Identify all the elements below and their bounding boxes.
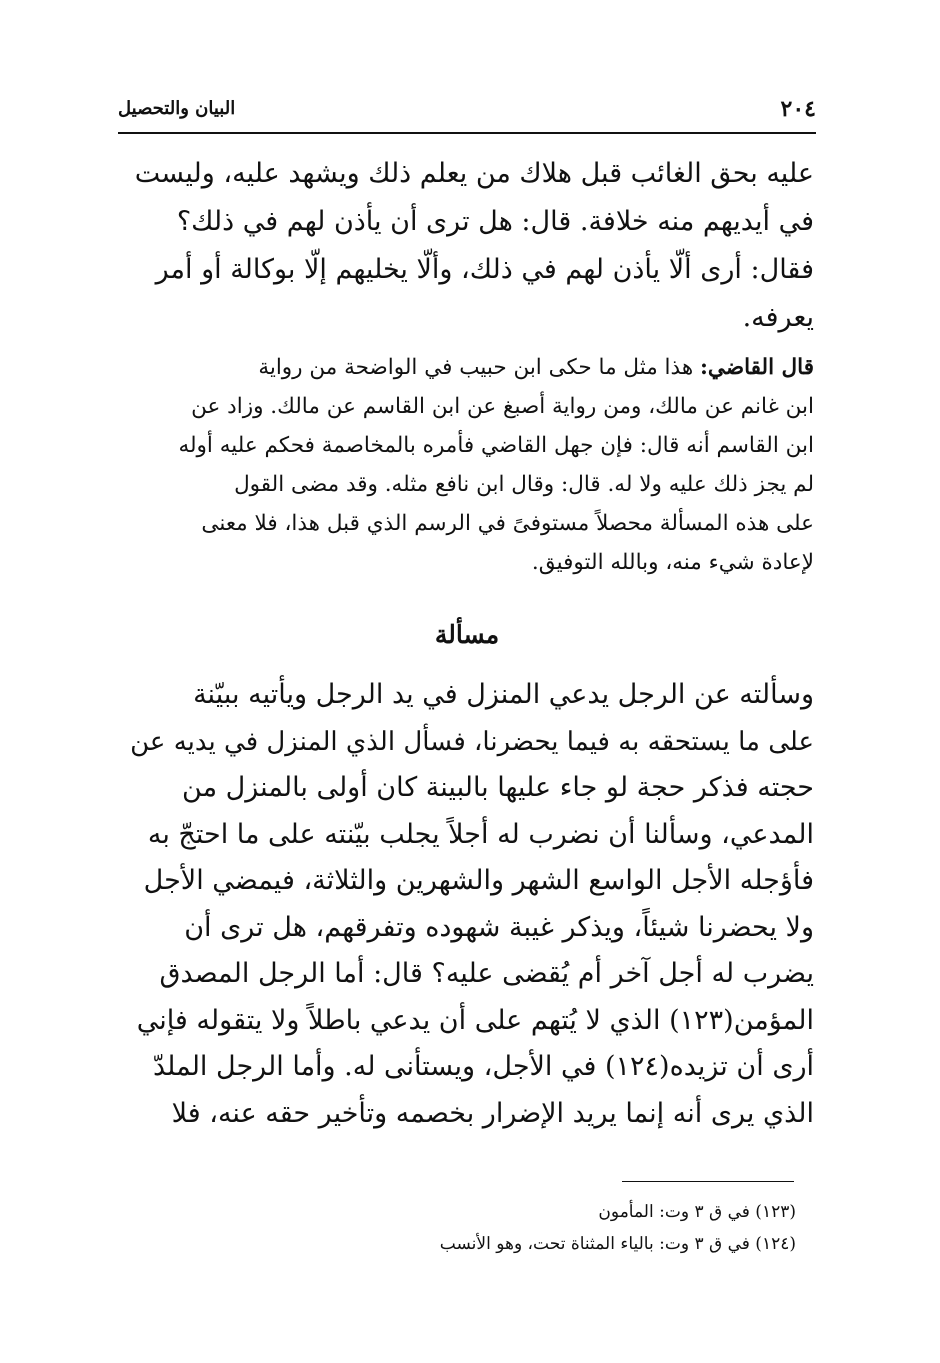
paragraph-line: وسألته عن الرجل يدعي المنزل في يد الرجل ويأتيه ببيّنة (193, 679, 814, 710)
paragraph-line: لم يجز ذلك عليه ولا له. قال: وقال ابن نافع مثله. وقد مضى القول (234, 472, 814, 497)
running-title: البيان والتحصيل (118, 98, 236, 119)
paragraph-line: على ما يستحقه به فيما يحضرنا، فسأل الذي المنزل في يديه عن (130, 726, 814, 757)
paragraph-line: فقال: أرى ألّا يأذن لهم في ذلك، وألّا يخليهم إلّا بوكالة أو أمر (155, 254, 814, 285)
paragraph-line: ابن غانم عن مالك، ومن رواية أصبغ عن ابن القاسم عن مالك. وزاد عن (191, 394, 814, 419)
page-number: ٢٠٤ (780, 96, 816, 122)
paragraph-1 (120, 150, 814, 342)
footnote-rule (622, 1181, 794, 1182)
paragraph-line: ولا يحضرنا شيئاً، ويذكر غيبة شهوده وتفرقهم، هل ترى أن (184, 911, 814, 943)
paragraph-3 (120, 672, 814, 1137)
header-rule (118, 132, 816, 134)
paragraph-line: عليه بحق الغائب قبل هلاك من يعلم ذلك ويشهد عليه، وليست (134, 158, 814, 189)
footnote-123: (١٢٣) في ق ٣ وت: المأمون (598, 1202, 796, 1222)
paragraph-line: في أيديهم منه خلافة. قال: هل ترى أن يأذن لهم في ذلك؟ (176, 206, 814, 237)
footnote-124: (١٢٤) في ق ٣ وت: بالياء المثناة تحت، وهو الأنسب (439, 1234, 796, 1254)
paragraph-line: حجته فذكر حجة لو جاء عليها بالبينة كان أولى بالمنزل من (182, 772, 814, 803)
paragraph-line: فأؤجله الأجل الواسع الشهر والشهرين والثلاثة، فيمضي الأجل (143, 865, 814, 896)
paragraph-line-rest: هذا مثل ما حكى ابن حبيب في الواضحة من رواية (258, 355, 700, 380)
paragraph-line: يعرفه. (742, 302, 814, 333)
page-header (118, 96, 816, 128)
section-heading: مسألة (434, 620, 500, 649)
paragraph-line (120, 348, 814, 387)
paragraph-line: المؤمن(١٢٣) الذي لا يُتهم على أن يدعي باطلاً ولا يتقوله فإني (136, 1004, 814, 1036)
paragraph-line: على هذه المسألة محصلاً مستوفىً في الرسم الذي قبل هذا، فلا معنى (201, 511, 814, 536)
paragraph-2 (120, 348, 814, 582)
paragraph-line: الذي يرى أنه إنما يريد الإضرار بخصمه وتأخير حقه عنه، فلا (171, 1097, 814, 1129)
paragraph-line: يضرب له أجل آخر أم يُقضى عليه؟ قال: أما الرجل المصدق (159, 958, 814, 989)
paragraph-line: لإعادة شيء منه، وبالله التوفيق. (531, 550, 814, 575)
commentary-lead: قال القاضي: (700, 355, 814, 380)
paragraph-line: ابن القاسم أنه قال: فإن جهل القاضي فأمره بالمخاصمة فحكم عليه أوله (178, 433, 814, 458)
footnotes (300, 1196, 796, 1260)
paragraph-line: أرى أن تزيده(١٢٤) في الأجل، ويستأنى له. وأما الرجل الملدّ (152, 1051, 814, 1082)
paragraph-line: المدعي، وسألنا أن نضرب له أجلاً يجلب بيّنته على ما احتجّ به (147, 818, 814, 850)
